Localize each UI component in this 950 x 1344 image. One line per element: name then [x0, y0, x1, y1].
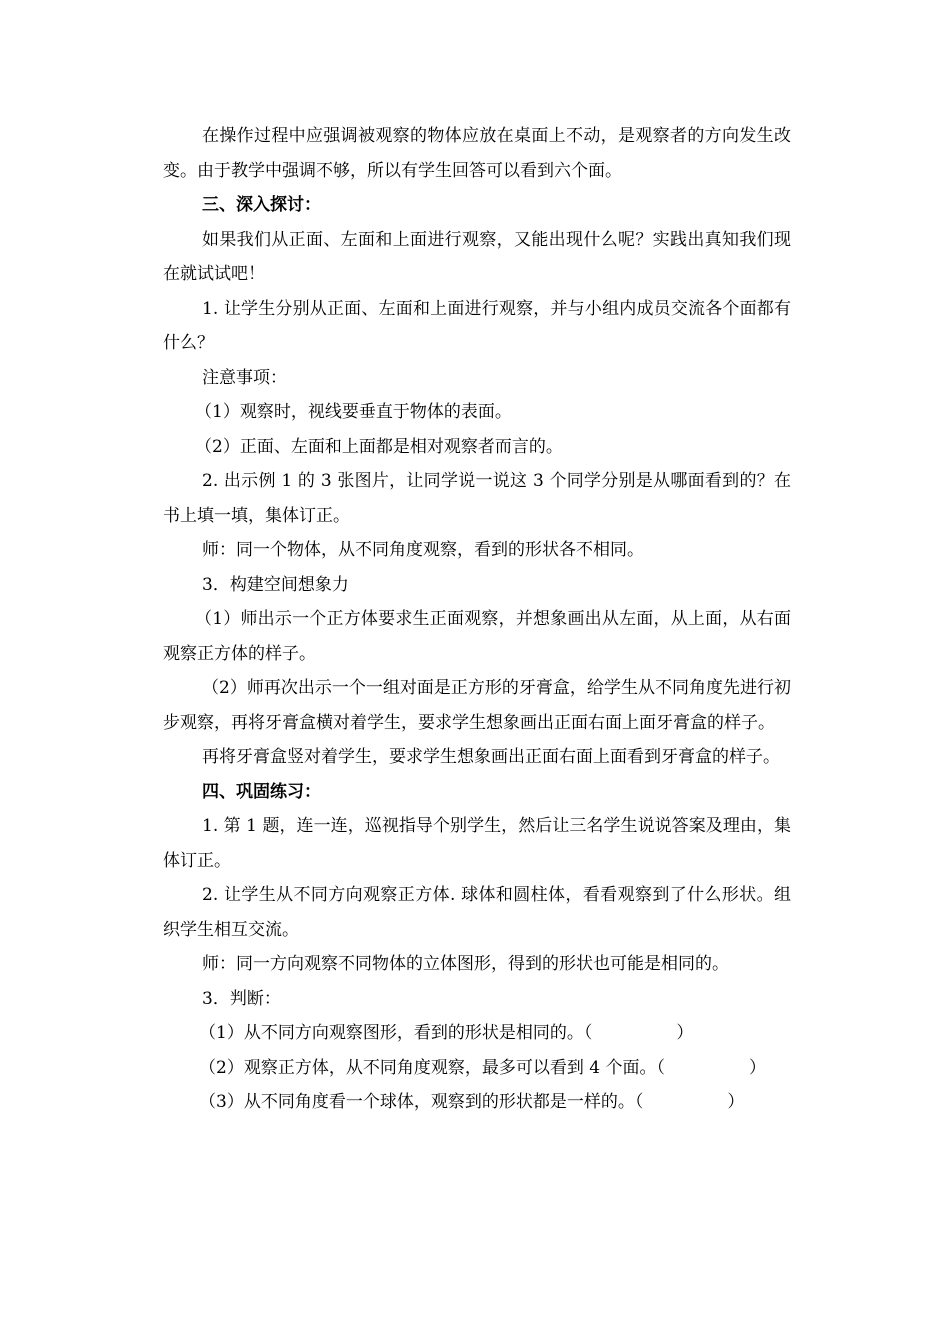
paragraph: 如果我们从正面、左面和上面进行观察，又能出现什么呢？实践出真知我们现在就试试吧！ — [163, 229, 791, 284]
paragraph: 注意事项： — [202, 367, 287, 388]
section-heading-practice: 四、巩固练习： — [202, 781, 321, 802]
paragraph: 2. 出示例 1 的 3 张图片，让同学说一说这 3 个同学分别是从哪面看到的？在书上填一填，集体订正。 — [163, 471, 791, 526]
list-item: （2）正面、左面和上面都是相对观察者而言的。 — [195, 436, 563, 457]
paragraph: 1. 让学生分别从正面、左面和上面进行观察，并与小组内成员交流各个面都有什么？ — [163, 298, 791, 353]
judgment-text: （1）从不同方向观察图形，看到的形状是相同的。（ — [199, 1023, 593, 1043]
judgment-text: （2）观察正方体，从不同角度观察，最多可以看到 4 个面。（ — [199, 1057, 665, 1078]
paragraph: 师：同一个物体，从不同角度观察，看到的形状各不相同。 — [202, 540, 644, 560]
judgment-item — [163, 1085, 791, 1120]
paragraph: （2）师再次出示一个一组对面是正方形的牙膏盒，给学生从不同角度先进行初步观察，再将牙膏盒横对着学生，要求学生想象画出正面右面上面牙膏盒的样子。 — [163, 678, 791, 733]
judgment-close: ） — [727, 1092, 745, 1112]
paragraph: 3．判断： — [202, 988, 281, 1009]
list-item: （1）观察时，视线要垂直于物体的表面。 — [195, 402, 512, 422]
judgment-item — [163, 1051, 791, 1086]
section-heading-explore: 三、深入探讨： — [202, 195, 321, 215]
document-body — [163, 119, 791, 1120]
paragraph: 在操作过程中应强调被观察的物体应放在桌面上不动，是观察者的方向发生改变。由于教学中强调不够，所以有学生回答可以看到六个面。 — [163, 126, 791, 181]
paragraph: 2. 让学生从不同方向观察正方体. 球体和圆柱体，看看观察到了什么形状。组织学生相互交流。 — [163, 885, 791, 940]
paragraph: 3．构建空间想象力 — [202, 574, 349, 595]
judgment-close: ） — [748, 1057, 766, 1078]
judgment-item — [163, 1016, 791, 1051]
list-item: （1）师出示一个正方体要求生正面观察，并想象画出从左面，从上面，从右面观察正方体的样子。 — [163, 609, 791, 664]
paragraph: 1. 第 1 题，连一连，巡视指导个别学生，然后让三名学生说说答案及理由，集体订正。 — [163, 816, 791, 871]
paragraph: 再将牙膏盒竖对着学生，要求学生想象画出正面右面上面看到牙膏盒的样子。 — [202, 747, 780, 767]
paragraph: 师：同一方向观察不同物体的立体图形，得到的形状也可能是相同的。 — [202, 954, 729, 974]
judgment-close: ） — [676, 1023, 694, 1043]
judgment-text: （3）从不同角度看一个球体，观察到的形状都是一样的。（ — [199, 1092, 644, 1112]
